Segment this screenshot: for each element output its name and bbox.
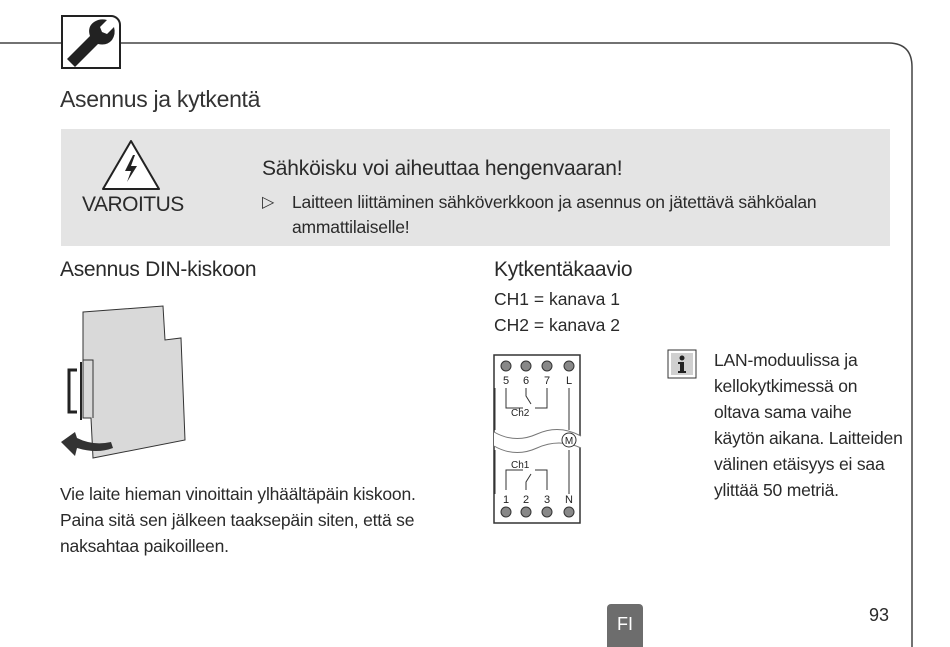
page-number: 93 bbox=[869, 605, 890, 625]
terminal-label: N bbox=[565, 494, 573, 506]
wiring-diagram-heading: Kytkentäkaavio bbox=[494, 258, 633, 281]
terminal-label: 2 bbox=[522, 494, 530, 506]
electric-hazard-icon bbox=[100, 138, 162, 192]
channel-1-label: Ch1 bbox=[511, 460, 530, 471]
page-title: Asennus ja kytkentä bbox=[60, 86, 261, 112]
terminal-label: 1 bbox=[502, 494, 510, 506]
info-icon bbox=[667, 349, 697, 379]
warning-heading: Sähköisku voi aiheuttaa hengenvaaran! bbox=[262, 157, 623, 180]
din-mounting-heading: Asennus DIN-kiskoon bbox=[60, 258, 257, 281]
warning-text: Laitteen liittäminen sähköverkkoon ja asennus on jätettävä sähköalan ammattilaiselle! bbox=[292, 192, 817, 237]
channel-2-label: Ch2 bbox=[511, 408, 530, 419]
terminal-top bbox=[564, 361, 574, 371]
wrench-icon bbox=[61, 15, 121, 69]
terminal-bottom bbox=[564, 507, 574, 517]
din-mounting-text: Vie laite hieman vinoittain ylhäältäpäin kiskoon. Paina sitä sen jälkeen taaksepäin siten, että se naksahtaa paikoilleen. bbox=[60, 484, 416, 556]
terminal-label: 5 bbox=[502, 375, 510, 387]
terminal-label: 6 bbox=[522, 375, 530, 387]
terminal-label: L bbox=[565, 375, 573, 387]
terminal-label: 7 bbox=[543, 375, 551, 387]
bullet-triangle-icon: ▷ bbox=[262, 194, 275, 211]
terminal-top bbox=[501, 361, 511, 371]
wiring-diagram bbox=[493, 354, 583, 526]
din-rail-illustration bbox=[55, 300, 205, 470]
motor-symbol: M bbox=[564, 436, 574, 447]
terminal-bottom bbox=[542, 507, 552, 517]
language-tab: FI bbox=[607, 604, 643, 647]
terminal-bottom bbox=[521, 507, 531, 517]
terminal-top bbox=[521, 361, 531, 371]
info-note-text: LAN-moduulissa ja kellokytkimessä on oltava sama vaihe käytön aikana. Laitteiden välinen etäisyys ei saa ylittää 50 metriä. bbox=[714, 350, 903, 500]
terminal-label: 3 bbox=[543, 494, 551, 506]
terminal-top bbox=[542, 361, 552, 371]
channel-1-legend: CH1 = kanava 1 bbox=[494, 289, 620, 309]
warning-label: VAROITUS bbox=[82, 193, 184, 216]
channel-2-legend: CH2 = kanava 2 bbox=[494, 315, 620, 335]
terminal-bottom bbox=[501, 507, 511, 517]
